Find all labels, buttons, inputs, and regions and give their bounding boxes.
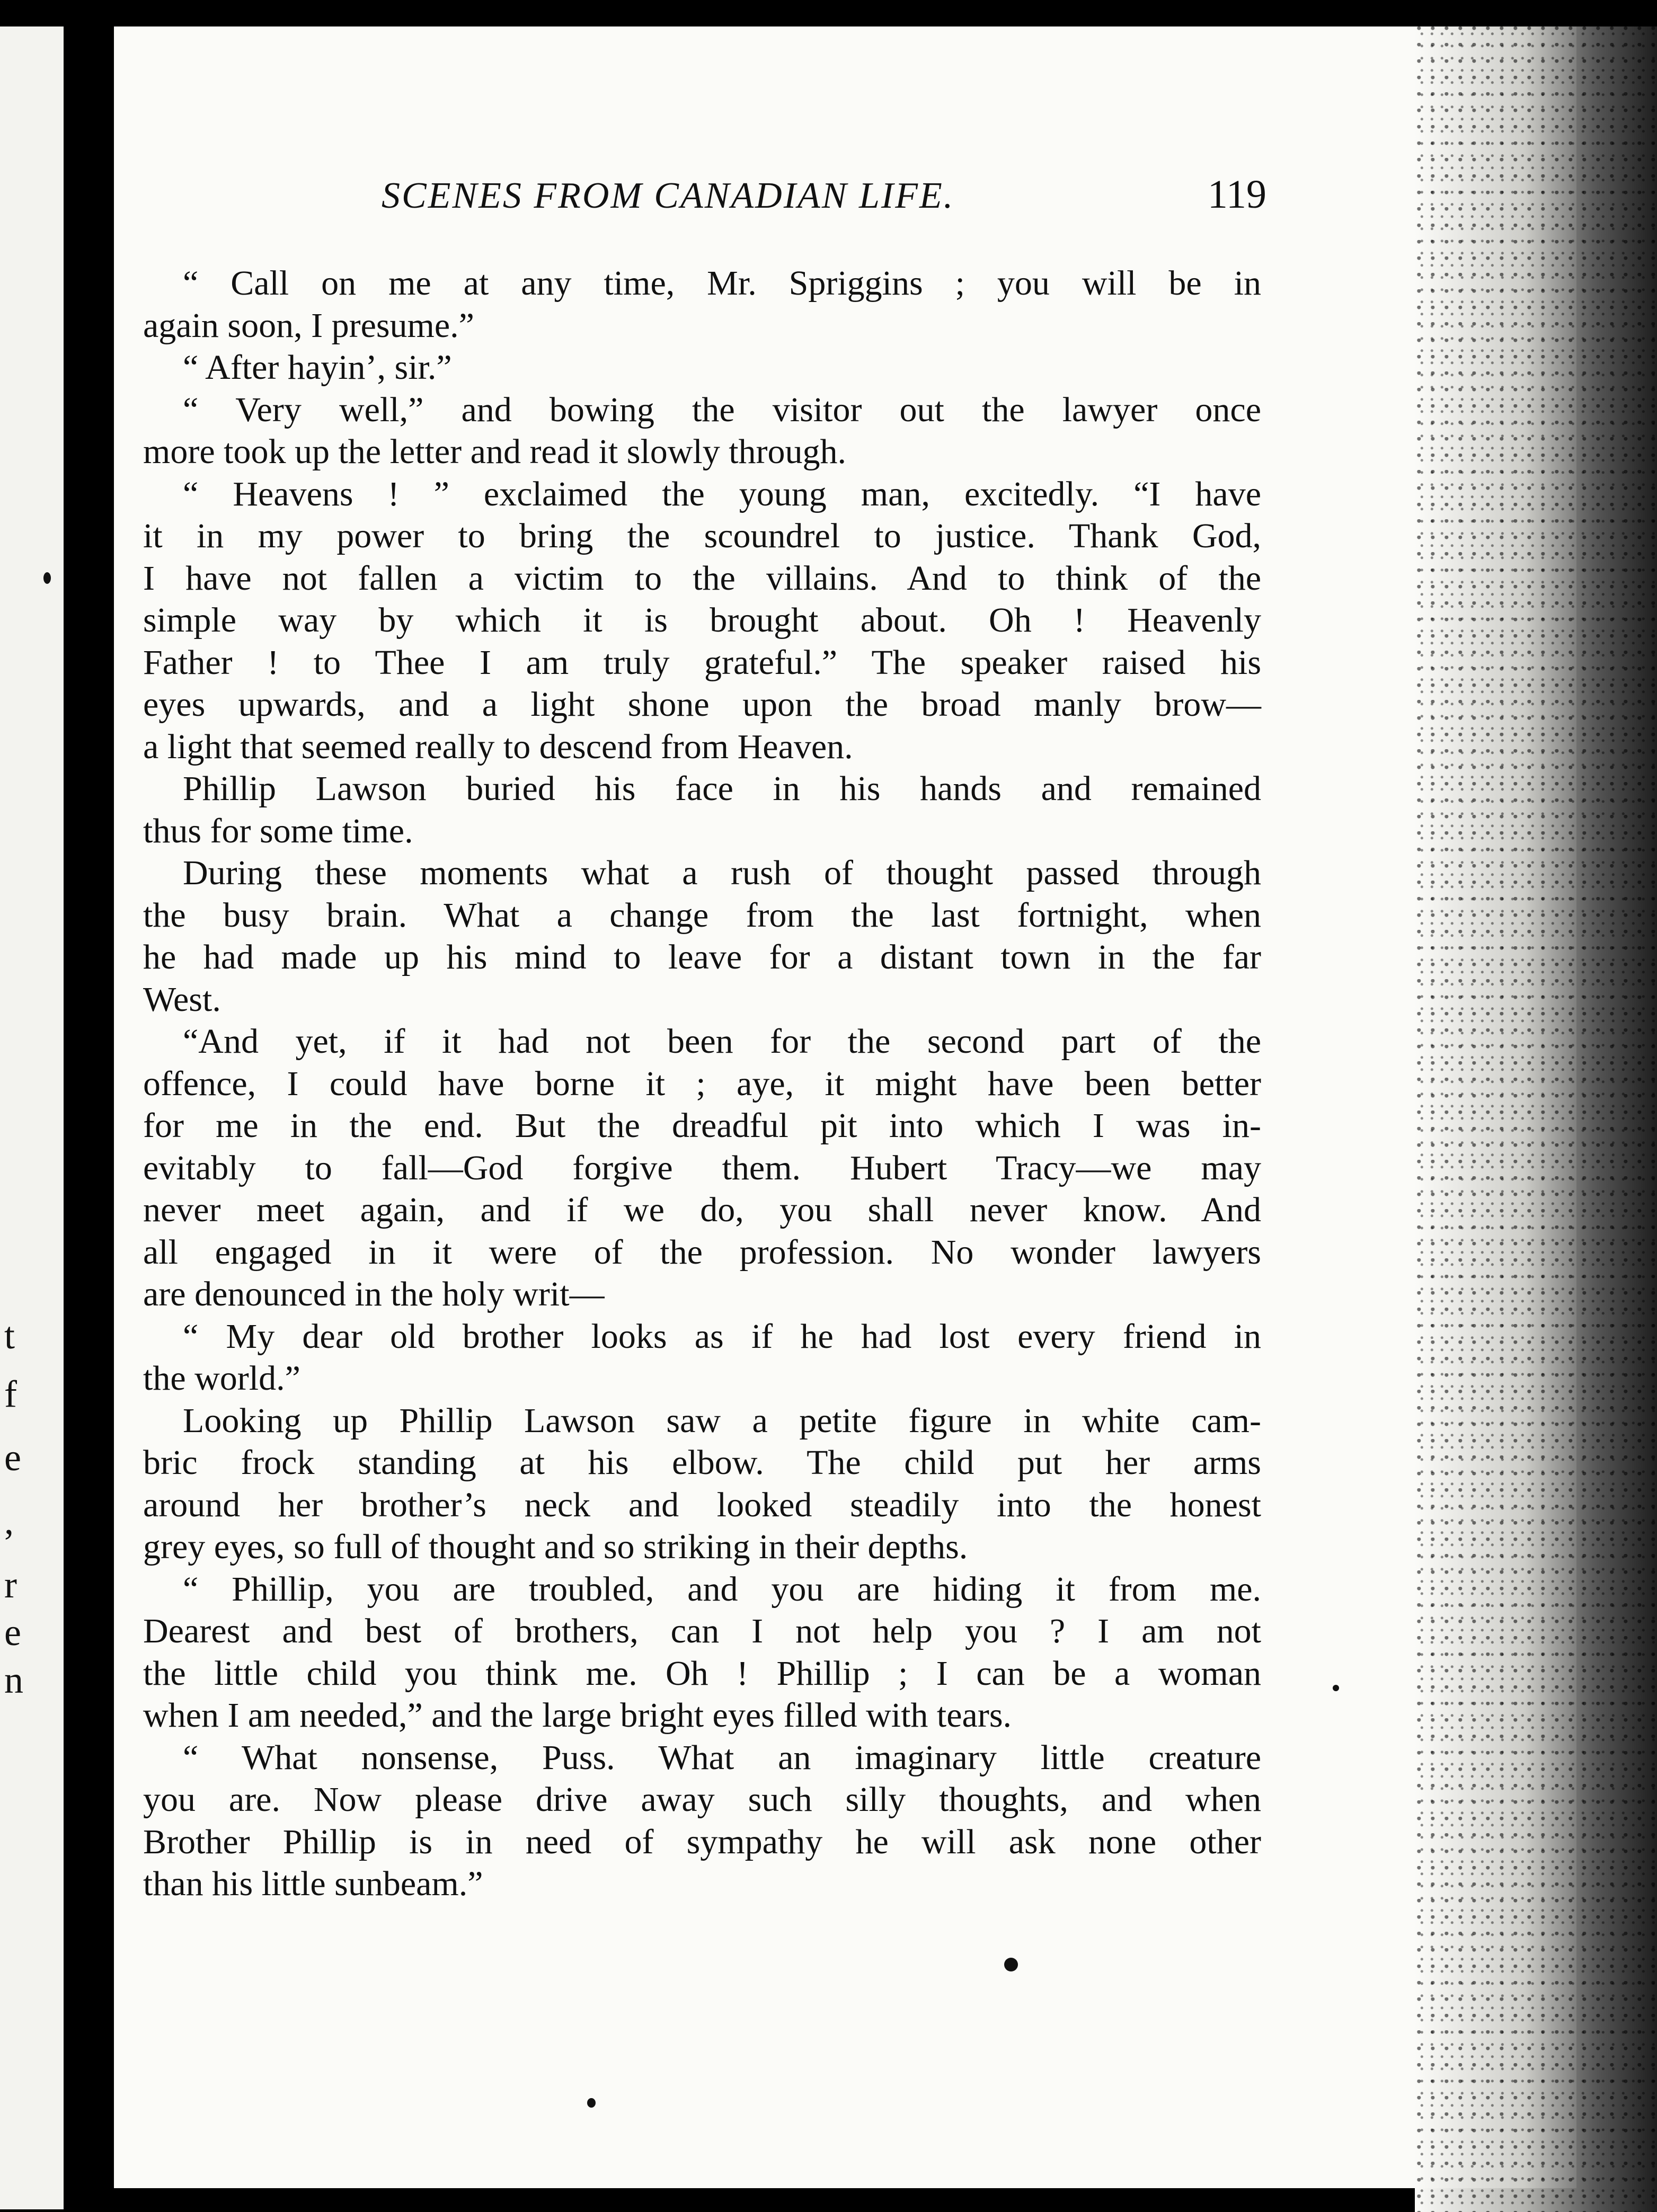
text-line: “ After hayin’, sir.” bbox=[183, 348, 452, 387]
text-line: again soon, I presume.” bbox=[143, 306, 474, 345]
text-line: grey eyes, so full of thought and so striking in their depths. bbox=[143, 1527, 968, 1566]
margin-letter: r bbox=[4, 1563, 17, 1606]
page-edge-shadow bbox=[1415, 26, 1657, 2212]
ink-speck bbox=[1004, 1958, 1018, 1971]
text-line: “ Phillip, you are troubled, and you are hiding it from me. bbox=[183, 1569, 1261, 1609]
ink-speck bbox=[43, 572, 51, 584]
text-line: for me in the end. But the dreadful pit into which I was in- bbox=[143, 1106, 1261, 1145]
text-line: “ What nonsense, Puss. What an imaginary little creature bbox=[183, 1738, 1261, 1777]
text-line: Brother Phillip is in need of sympathy he will ask none other bbox=[143, 1822, 1261, 1861]
ink-speck bbox=[1333, 1685, 1339, 1691]
text-line: “And yet, if it had not been for the second part of the bbox=[183, 1022, 1261, 1061]
text-line: it in my power to bring the scoundrel to justice. Thank God, bbox=[143, 517, 1261, 555]
running-head: SCENES FROM CANADIAN LIFE. bbox=[382, 175, 955, 216]
margin-letter: e bbox=[4, 1436, 21, 1479]
text-line: Dearest and best of brothers, can I not help you ? I am not bbox=[143, 1612, 1261, 1650]
text-line: Father ! to Thee I am truly grateful.” The speaker raised his bbox=[143, 643, 1261, 682]
text-line: around her brother’s neck and looked steadily into the honest bbox=[143, 1485, 1261, 1524]
margin-letter: e bbox=[4, 1611, 21, 1654]
text-line: eyes upwards, and a light shone upon the broad manly brow— bbox=[143, 685, 1261, 724]
text-line: are denounced in the holy writ— bbox=[143, 1275, 605, 1313]
text-line: when I am needed,” and the large bright eyes filled with tears. bbox=[143, 1696, 1012, 1735]
page-header bbox=[382, 172, 1266, 238]
adjacent-page-strip bbox=[0, 26, 64, 2209]
body-text bbox=[143, 262, 1261, 1905]
text-line: all engaged in it were of the profession. No wonder lawyers bbox=[143, 1232, 1261, 1272]
text-line: than his little sunbeam.” bbox=[143, 1864, 483, 1903]
text-line: I have not fallen a victim to the villains. And to think of the bbox=[143, 558, 1261, 598]
ink-speck bbox=[587, 2098, 596, 2108]
text-line: simple way by which it is brought about. Oh ! Heavenly bbox=[143, 601, 1261, 639]
text-line: thus for some time. bbox=[143, 811, 413, 850]
margin-letter: n bbox=[4, 1659, 23, 1701]
text-line: “ Heavens ! ” exclaimed the young man, excitedly. “I have bbox=[183, 474, 1261, 513]
text-line: evitably to fall—God forgive them. Hubert Tracy—we may bbox=[143, 1148, 1261, 1187]
text-line: West. bbox=[143, 980, 221, 1019]
text-line: a light that seemed really to descend from Heaven. bbox=[143, 727, 853, 766]
text-line: you are. Now please drive away such silly thoughts, and when bbox=[143, 1780, 1261, 1819]
text-line: Looking up Phillip Lawson saw a petite figure in white cam- bbox=[183, 1401, 1261, 1440]
margin-letter: , bbox=[4, 1500, 14, 1542]
page-number: 119 bbox=[1207, 172, 1266, 217]
text-line: he had made up his mind to leave for a distant town in the far bbox=[143, 938, 1261, 976]
text-line: the little child you think me. Oh ! Phillip ; I can be a woman bbox=[143, 1654, 1261, 1693]
text-line: the busy brain. What a change from the last fortnight, when bbox=[143, 895, 1261, 935]
text-line: bric frock standing at his elbow. The child put her arms bbox=[143, 1443, 1261, 1482]
text-line: offence, I could have borne it ; aye, it might have been better bbox=[143, 1064, 1261, 1103]
margin-letter: t bbox=[4, 1314, 15, 1357]
text-line: During these moments what a rush of thought passed through bbox=[183, 854, 1261, 892]
text-line: the world.” bbox=[143, 1359, 300, 1398]
margin-letter: f bbox=[4, 1373, 17, 1415]
adjacent-page-letters bbox=[4, 26, 57, 2146]
text-line: more took up the letter and read it slowly through. bbox=[143, 432, 847, 471]
text-line: “ Very well,” and bowing the visitor out the lawyer once bbox=[183, 390, 1261, 429]
text-line: “ Call on me at any time, Mr. Spriggins ; you will be in bbox=[183, 264, 1261, 303]
text-line: never meet again, and if we do, you shall never know. And bbox=[143, 1191, 1261, 1229]
text-line: Phillip Lawson buried his face in his hands and remained bbox=[183, 769, 1261, 808]
text-line: “ My dear old brother looks as if he had lost every friend in bbox=[183, 1317, 1261, 1356]
